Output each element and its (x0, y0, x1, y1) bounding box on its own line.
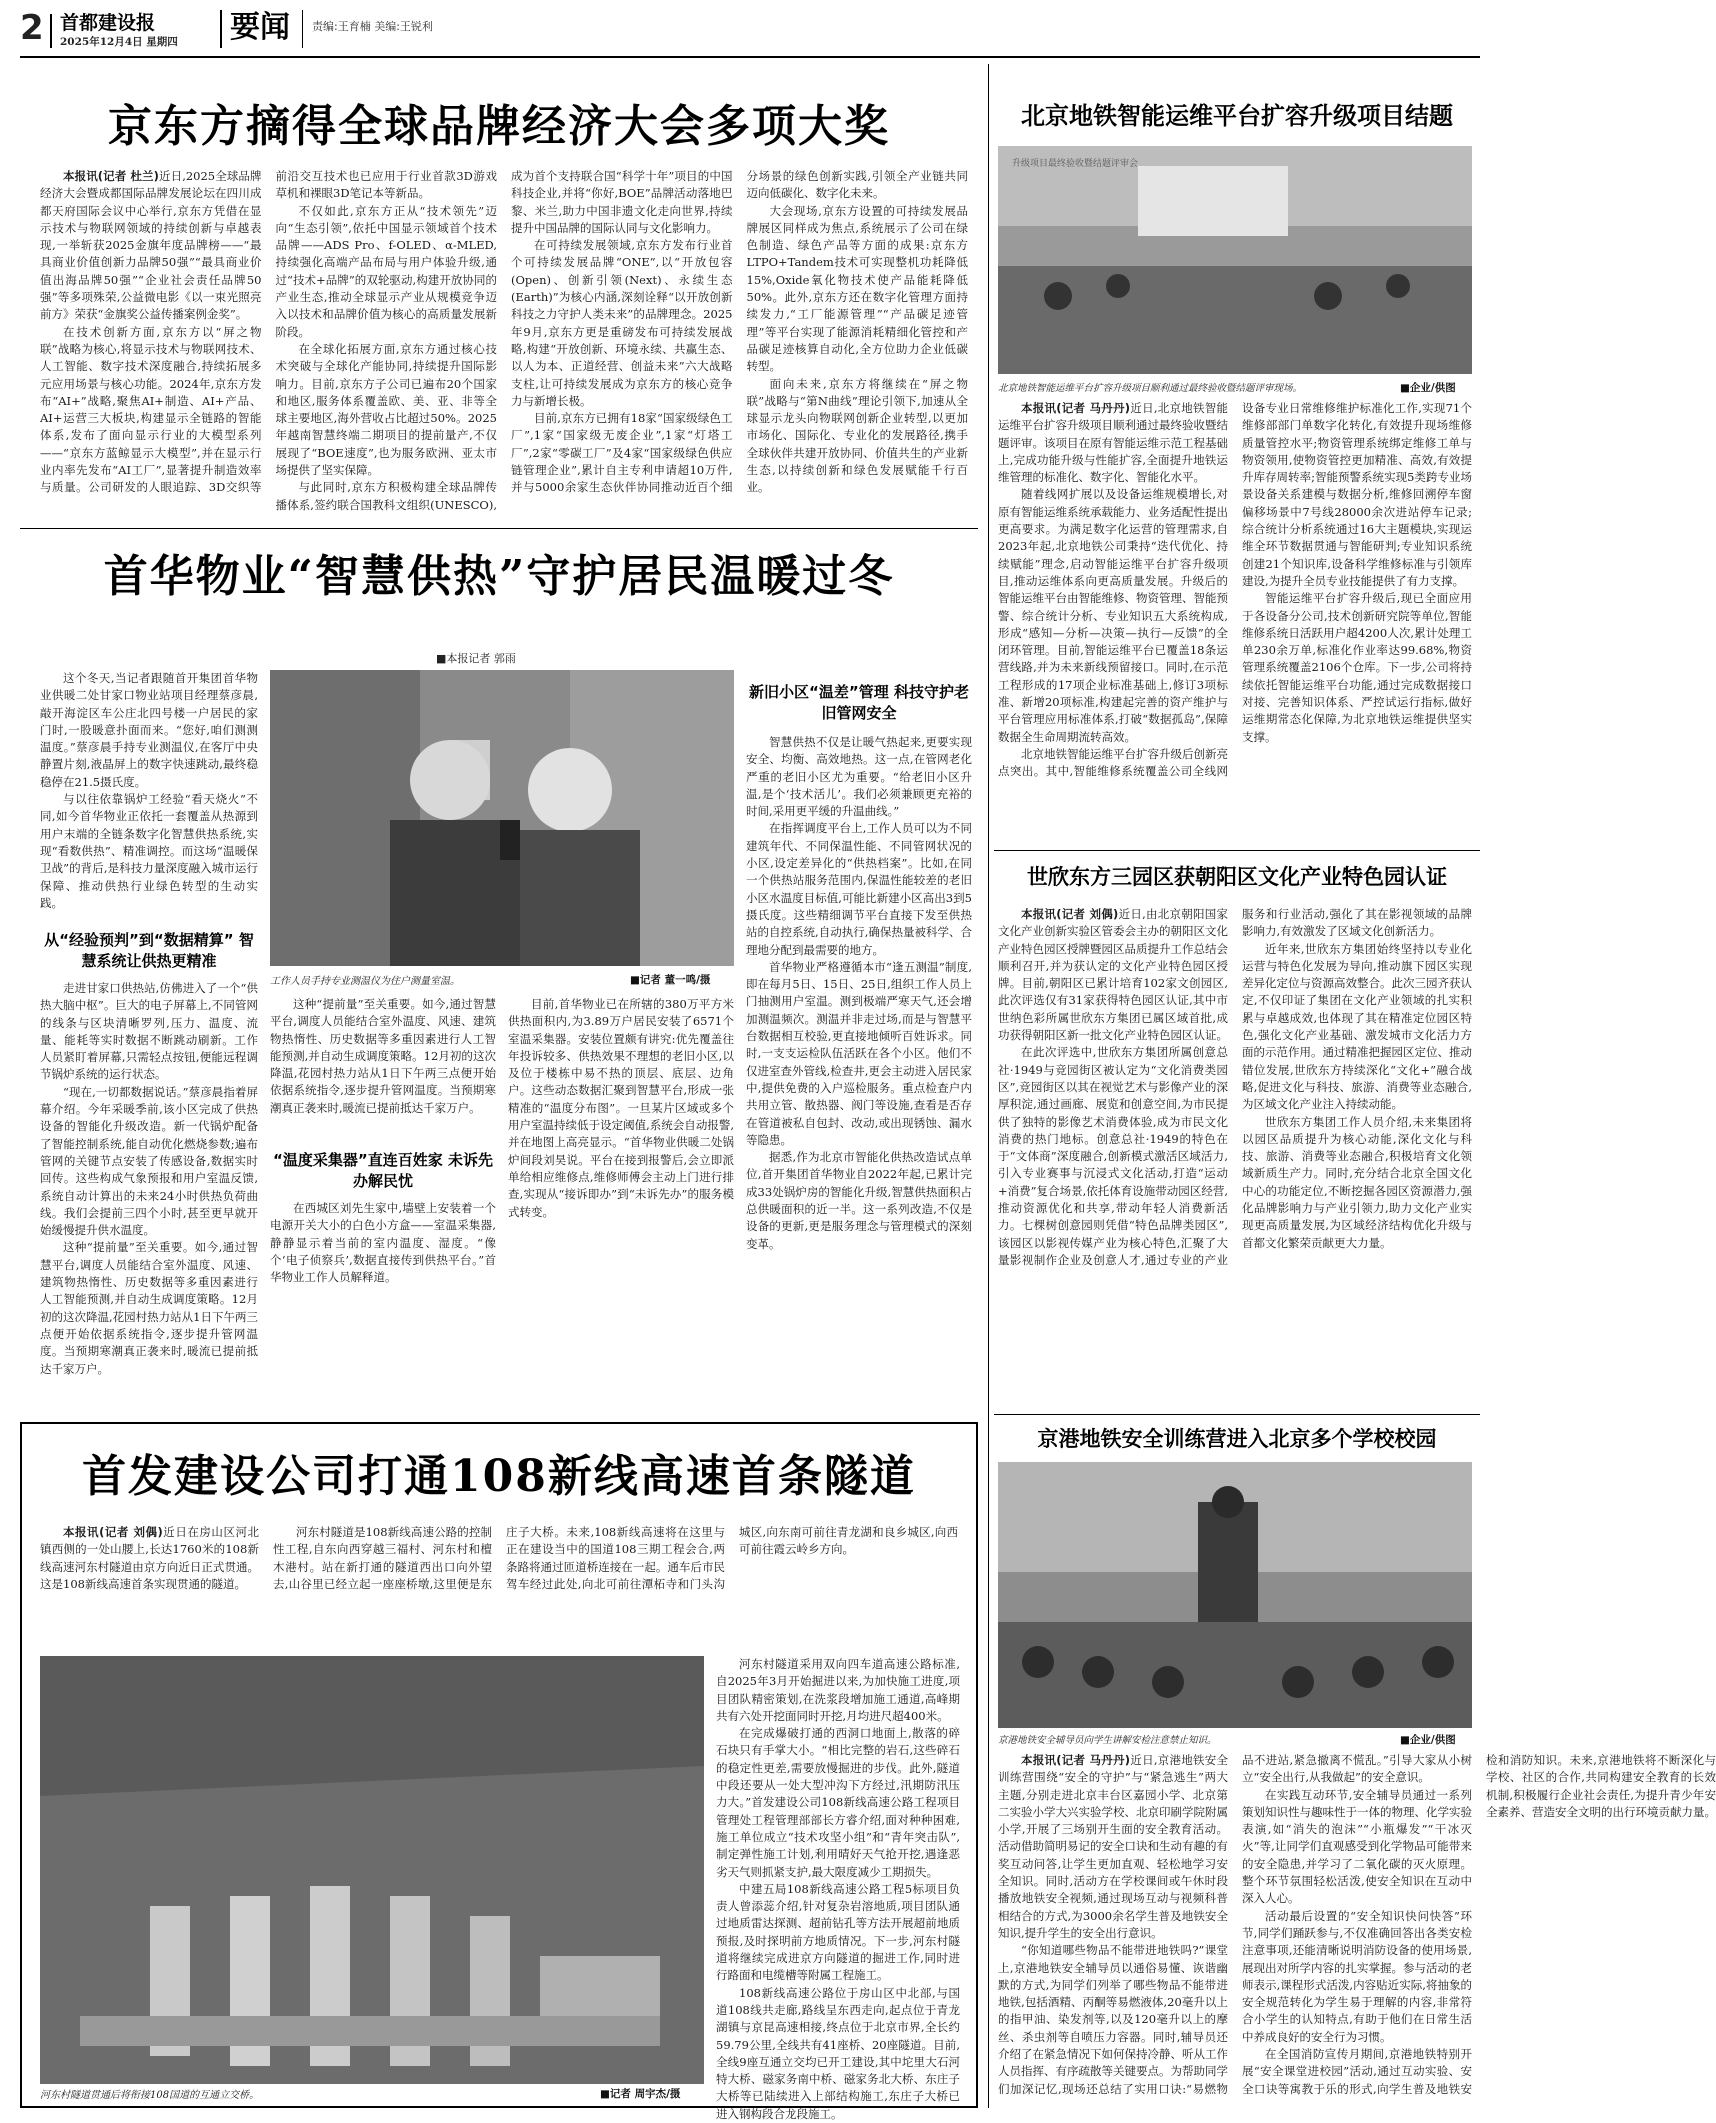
article-boe-lead-tag: 本报讯(记者 杜兰) (63, 169, 159, 183)
article-heating-byline: ■本报记者 郭雨 (436, 652, 516, 665)
section-rule (994, 850, 1480, 851)
article-heating-section-2b: 目前,首华物业已在所辖的380万平方米供热面积内,为3.89万户居民安装了6571个室温采集器。安装位置颇有讲究:优先覆盖往年投诉较多、供热效果不理想的老旧小区,以及位于楼栋中易不热的顶层、底层、边角户。这些动态数据汇聚到智慧平台,形成一张精准的“温度分布图”。一旦某片区域或多个用户室温持续低于设定阈值,系统会自动报警,并在地图上高亮显示。“首华物业供暖二处锅炉间段刘昊说。平台在接到报警后,会立即派单给相应维修点,维修师傅会主动上门进行排查,实现从“接诉即办”到“未诉先办”的服务模式转变。 (508, 997, 734, 1219)
page-number: 2 (20, 8, 44, 48)
article-metro-headline: 北京地铁智能运维平台扩容升级项目结题 (1021, 101, 1453, 130)
article-metro-screen-text: 升级项目最终验收暨结题评审会 (1012, 159, 1139, 169)
tunnel-construction-photo (40, 1656, 704, 2084)
masthead-rule (20, 56, 1480, 58)
conference-photo (998, 146, 1472, 374)
article-heating-subhead-1: 从“经验预判”到“数据精算” 智慧系统让供热更精准 (44, 931, 254, 970)
article-heating-section-2a: 这种“提前量”至关重要。如今,通过智慧平台,调度人员能结合室外温度、风速、建筑物热惰性、历史数据等多重因素进行人工智能预测,并自动生成调度策略。12月初的这次降温,花园村热力站从1日下午两三点便开始依据系统指令,逐步提升管网温度。当预期寒潮真正袭来时,暖流已提前抵达千家万户。 (270, 997, 496, 1115)
article-safety-photo-credit: ■企业/供图 (1400, 1734, 1456, 1746)
article-safety-lead-tag: 本报讯(记者 马丹丹) (1021, 1753, 1131, 1767)
article-boe-body: 本报讯(记者 杜兰)近日,2025全球品牌经济大会暨成都国际品牌发展论坛在四川成都天府国际会议中心举行,京东方凭借在显示技术与物联网领域的持续创新与卓越表现,一举斩获2025金旗年度品牌榜——“最具商业价值创新力品牌50强”“最具商业价值出海品牌50强”“企业社会责任品牌50强”等多项殊荣,公益微电影《以一束光照亮前方》荣获“金旗奖公益传播案例金奖”。 在技术创新方面,京东方以“屏之物联”战略为核心,将显示技术与物联网技术、人工智能、数字技术深度融合,持续拓展多元应用场景与核心功能。2024年,京东方发布“AI+”战略,聚焦AI+制造、AI+产品、AI+运营三大板块,构建显示全链路的智能体系,发布了面向显示行业的大模型系列——“京东方蓝鲸显示大模型”,并在显示行业内率先发布“AI工厂”,显著提升制造效率与质量。公司研发的人眼追踪、3D交织等前沿交互技术也已应用于行业首款3D游戏草机和裸眼3D笔记本等新品。 不仅如此,京东方正从“技术领先”迈向“生态引领”,依托中国显示领域首个技术品牌——ADS Pro、f-OLED、α-MLED,持续强化高端产品布局与用户体验升级,通过“技术+品牌”的双轮驱动,构建开放协同的产业生态,推动全球显示产业从规模竞争迈入以技术和品牌价值为核心的高质量发展新阶段。 在全球化拓展方面,京东方通过核心技术突破与全球化产能协同,持续提升国际影响力。目前,京东方子公司已遍布20个国家和地区,服务体系覆盖欧、美、亚、非等全球主要地区,海外营收占比超过50%。2025年越南智慧终端二期项目的提前量产,不仅展现了“BOE速度”,也为服务欧洲、亚太市场提供了坚实保障。 与此同时,京东方积极构建全球品牌传播体系,签约联合国教科文组织(UNESCO),成为首个支持联合国“科学十年”项目的中国科技企业,并将“你好,BOE”品牌活动落地巴黎、米兰,助力中国非遗文化走向世界,持续提升中国品牌的国际认同与文化影响力。 在可持续发展领域,京东方发布行业首个可持续发展品牌“ONE”,以“开放包容(Open)、创新引领(Next)、永续生态(Earth)”为核心内涵,深刻诠释“以开放创新科技之力守护人类未来”的品牌理念。2025年9月,京东方更是重磅发布可持续发展战略,构建“开放创新、环境永续、共赢生态、以人为本、正道经营、创益未来”六大战略支柱,让可持续发展成为京东方的核心竞争力与新增长极。 目前,京东方已拥有18家“国家级绿色工厂”,1家“国家级无废企业”,1家“灯塔工厂”,2家“零碳工厂”及4家“国家级绿色供应链管理企业”,累计自主专利申请超10万件,并与5000余家生态伙伴协同推动近百个细分场景的绿色创新实践,引领全产业链共同迈向低碳化、数字化未来。 大会现场,京东方设置的可持续发展品牌展区同样成为焦点,系统展示了公司在绿色制造、绿色产品等方面的成果:京东方LTPO+Tandem技术可实现整机功耗降低15%,Oxide氧化物技术使产品能耗降低50%。此外,京东方还在数字化管理方面持续发力,“工厂能源管理”“产品碳足迹管理”等平台实现了能源消耗精细化管控和产品碳足迹核算自动化,全方位助力企业低碳转型。 面向未来,京东方将继续在“屏之物联”战略与“第N曲线”理论引领下,加速从全球显示龙头向物联网创新企业转型,以更加市场化、国际化、专业化的发展路径,携手全球伙伴共建开放协同、价值共生的产业新生态,以持续创新和绿色发展赋能千行百业。 (40, 169, 968, 512)
article-heating-section-2: 在西城区刘先生家中,墙壁上安装着一个电源开关大小的白色小方盒——室温采集器,静静显示着当前的室内温度、湿度。“像个‘电子侦察兵’,数据直接传到供热平台。”首华物业工作人员解释道。 (270, 1201, 496, 1285)
section-rule (994, 1414, 1480, 1415)
article-tunnel-lead-tag: 本报讯(记者 刘偶) (63, 1525, 163, 1539)
column-divider (988, 64, 989, 2108)
article-heating-intro: 这个冬天,当记者跟随首开集团首华物业供暖二处甘家口物业站项目经理蔡彦晨,敲开海淀区车公庄北四号楼一户居民的家门时,一股暖意扑面而来。“您好,咱们测测温度。”蔡彦晨手持专业测温仪,在客厅中央静置片刻,液晶屏上的数字快速跳动,最终稳稳停在21.5摄氏度。 与以往依靠锅炉工经验“看天烧火”不同,如今首华物业正依托一套覆盖从热源到用户末端的全链条数字化智慧供热系统,实现“看数供热”、精准调控。而这场“温暖保卫战”的背后,是科技力量深度融入城市运行保障、推动供热行业绿色转型的生动实践。 (40, 671, 258, 910)
article-safety-photo (998, 1462, 1472, 1728)
section-rule (20, 528, 978, 529)
editors-credit: 责编:王育楠 美编:王锐利 (312, 20, 433, 33)
classroom-photo (998, 1462, 1472, 1728)
article-metro-photo-caption: 北京地铁智能运维平台扩容升级项目顺利通过最终验收暨结题评审现场。 (998, 383, 1303, 394)
article-safety-photo-caption: 京港地铁安全辅导员向学生讲解安检注意禁止知识。 (998, 1735, 1217, 1746)
article-safety-headline: 京港地铁安全训练营进入北京多个学校校园 (1037, 1426, 1437, 1451)
article-heating-photo (270, 670, 734, 966)
article-heating-photo-credit: ■记者 董一鸣/摄 (630, 974, 711, 986)
article-heating-section-1: 走进甘家口供热站,仿佛进入了一个“供热大脑中枢”。巨大的电子屏幕上,不同管网的线条与区块清晰罗列,压力、温度、流量、能耗等实时数据不断跳动刷新。工作人员紧盯着屏幕,只需轻点按钮,便能远程调节锅炉系统的运行状态。 “现在,一切都数据说话。”蔡彦晨指着屏幕介绍。今年采暖季前,该小区完成了供热设备的智能化升级改造。新一代锅炉配备了智能控制系统,能自动优化燃烧参数;遍布管网的关键节点安装了传感设备,数据实时回传。这些构成气象预报和用户室温反馈,系统自动计算出的未来24小时供热负荷曲线。我们会提前三四个小时,甚至更早就开始缓慢提升供水温度。 这种“提前量”至关重要。如今,通过智慧平台,调度人员能结合室外温度、风速、建筑物热惰性、历史数据等多重因素进行人工智能预测,并自动生成调度策略。12月初的这次降温,花园村热力站从1日下午两三点便开始依据系统指令,逐步提升管网温度。当预期寒潮真正袭来时,暖流已提前抵达千家万户。 (40, 981, 258, 1376)
article-culture-body: 本报讯(记者 刘偶)近日,由北京朝阳国家文化产业创新实验区管委会主办的朝阳区文化产业特色园区授牌暨园区品质提升工作总结会顺利召开,并为获认定的文化产业特色园区授牌。目前,朝阳区已累计培育102家文创园区,此次评选仅有31家获得特色园区认证,其中市世纳色彩所属世欣东方集团已属区域首批,成功获得朝阳区新一批文化产业特色园区认证。 在此次评选中,世欣东方集团所属创意总社·1949与竞园街区被认定为“文化消费类园区”,竞园街区以其在视觉艺术与影像产业的深厚积淀,通过画廊、展览和创意空间,为市民提供了独特的影像艺术消费体验,成为市民文化消费的热门地标。创意总社·1949的特色在于“文体商”深度融合,创新模式激活区域活力,引入专业赛事与沉浸式文化活动,打造“运动+消费”复合场景,依托体育设施带动园区经营,推动资源优化和共享,带动年轻人消费新活力。七棵树创意园则凭借“特色品牌类园区”,该园区以影视传媒产业为核心特色,汇聚了大量影视制作企业及创意人才,通过专业的产业服务和行业活动,强化了其在影视领域的品牌影响力,有效激发了区域文化创新活力。 近年来,世欣东方集团始终坚持以专业化运营与特色化发展为导向,推动旗下园区实现差异化定位与资源高效整合。此次三园齐获认定,不仅印证了集团在文化产业领域的扎实积累与卓越成效,也体现了其在精准定位园区特色,强化文化产业基础、激发城市文化活力方面的示范作用。通过精准把握园区定位、推动错位发展,世欣东方持续深化“文化+”融合战略,促进文化与科技、旅游、消费等业态融合,为区域文化产业注入持续动能。 世欣东方集团工作人员介绍,未来集团将以园区品质提升为核心动能,深化文化与科技、旅游、消费等业态融合,积极培育文化领域新质生产力。同时,充分结合北京全国文化中心的功能定位,不断挖掘各园区资源潜力,强化品牌影响力与产业引领力,助力文化产业实现更高质量发展,为区域经济结构优化升级与首都文化繁荣贡献更大力量。 (998, 907, 1472, 1267)
article-tunnel-headline: 首发建设公司打通108新线高速首条隧道 (82, 1451, 916, 1502)
article-metro-body: 本报讯(记者 马丹丹)近日,北京地铁智能运维平台扩容升级项目顺利通过最终验收暨结题评审。该项目在原有智能运维示范工程基础上,完成功能升级与性能扩容,全面提升地铁运维管理的标准化、数字化、智能化水平。 随着线网扩展以及设备运维规模增长,对原有智能运维系统承载能力、业务适配性提出更高要求。为满足数字化运营的管理需求,自2023年起,北京地铁公司秉持“迭代优化、持续赋能”理念,启动智能运维平台扩容升级项目,推动运维体系向更高质量发展。升级后的智能运维平台由智能维修、物资管理、智能预警、综合统计分析、专业知识五大系统构成,形成“感知—分析—决策—执行—反馈”的全闭环管理。目前,智能运维平台已覆盖18条运营线路,并为未来新线预留接口。同时,在示范工程形成的17项企业标准基础上,修订3项标准、新增20项标准,构建起完善的资产维护与平台管理应用标准体系,打破“数据孤岛”,保障数据全生命周期流转高效。 北京地铁智能运维平台扩容升级后创新亮点突出。其中,智能维修系统覆盖公司全线网设备专业日常维修维护标准化工作,实现71个维修部部门单数字化转化,有效提升现场维修质量管控水平;物资管理系统绑定维修工单与物资领用,使物资管控更加精准、高效,有效提升库存周转率;智能预警系统实现5类跨专业场景设备关系建模与数据分析,维修回溯停车窗偏移场景中7号线28000余次进站停车记录;综合统计分析系统通过16大主题模块,实现运维全环节数据贯通与智能研判;专业知识系统创建21个知识库,设备科学维修标准与引领库建设,为提升全员专业技能提供了有力支撑。 智能运维平台扩容升级后,现已全面应用于各设备分公司,技术创新研究院等单位,智能维修系统日活跃用户超4200人次,累计处理工单230余万单,标准化作业率达99.68%,物资管理系统覆盖2106个仓库。下一步,公司将持续依托智能运维平台功能,通过完成数据接口对接、完善知识体系、严控试运行指标,做好运维期常态化保障,为北京地铁运维提供坚实支撑。 (998, 401, 1472, 779)
article-tunnel-photo (40, 1656, 704, 2084)
paper-name: 首都建设报 (60, 12, 156, 34)
article-safety-body: 本报讯(记者 马丹丹)近日,京港地铁安全训练营围绕“安全的守护”与“紧急逃生”两大主题,分别走进北京丰台区嘉园小学、北京第二实验小学大兴实验学校、北京印刷学院附属小学,开展了三场别开生面的安全教育活动。活动借助简明易记的安全口诀和生动有趣的有奖互动问答,让学生更加直观、轻松地学习安全知识。同时,活动方在学校课间或午休时段播放地铁安全视频,通过现场互动与视频科普相结合的方式,为3000余名学生普及地铁安全知识,提升学生的安全出行意识。 “你知道哪些物品不能带进地铁吗?”课堂上,京港地铁安全辅导员以通俗易懂、诙谐幽默的方式,为同学们列举了哪些物品不能带进地铁,包括酒精、丙酮等易燃液体,20毫升以上的指甲油、染发剂等,以及120毫升以上的摩丝、杀虫剂等自喷压力容器。同时,辅导员还介绍了在紧急情况下如何保持冷静、听从工作人员指挥、有序疏散等关键要点。为帮助同学们加深记忆,现场还总结了实用口诀:“易燃物品不进站,紧急撤离不慌乱。”引导大家从小树立“安全出行,从我做起”的安全意识。 在实践互动环节,安全辅导员通过一系列策划知识性与趣味性于一体的物理、化学实验表演,如“消失的泡沫”“小瓶爆发”“干冰灭火”等,让同学们直观感受到化学物品可能带来的安全隐患,并学习了二氧化碳的灭火原理。整个环节氛围轻松活泼,使安全知识在互动中深入人心。 活动最后设置的“安全知识快问快答”环节,同学们踊跃参与,不仅准确回答出各类安检注意事项,还能清晰说明消防设备的使用场景,展现出对所学内容的扎实掌握。参与活动的老师表示,课程形式活泼,内容贴近实际,将抽象的安全规范转化为学生易于理解的内容,非常符合小学生的认知特点,有助于他们在日常生活中养成良好的安全行为习惯。 在全国消防宣传月期间,京港地铁特别开展“安全课堂进校园”活动,通过互动实验、安全口诀等寓教于乐的形式,向学生普及地铁安检和消防知识。未来,京港地铁将不断深化与学校、社区的合作,共同构建安全教育的长效机制,积极履行企业社会责任,为提升青少年安全素养、营造安全文明的出行环境贡献力量。 (998, 1753, 1716, 2096)
article-culture-lead-tag: 本报讯(记者 刘偶) (1021, 907, 1119, 921)
article-heating-section-3: 智慧供热不仅是让暖气热起来,更要实现安全、均衡、高效地热。这一点,在管网老化严重的老旧小区尤为重要。“给老旧小区升温,是个‘技术活儿’。我们必须兼顾更充裕的时间,采用更平缓的升温曲线。” 在指挥调度平台上,工作人员可以为不同建筑年代、不同保温性能、不同管网状况的小区,设定差异化的“供热档案”。比如,在同一个供热站服务范围内,保温性能较差的老旧小区水温度目标值,可能比新建小区高出3到5摄氏度。这些精细调节平台直接下发至供热站的自控系统,自动执行,确保热量被科学、合理地分配到最需要的地方。 首华物业严格遵循本市“逢五测温”制度,即在每月5日、15日、25日,组织工作人员上门抽测用户室温。测到极端严寒天气,还会增加测温频次。测温并非走过场,而是与智慧平台数据相互校验,更直接地倾听百姓诉求。同时,一支支运检队伍活跃在各个小区。他们不仅进室查外管线,检查井,更会主动进入居民家中,提供免费的入户巡检服务。重点检查户内共用立管、散热器、阀门等设施,查看是否存在管道被私自包封、改动,或出现锈蚀、漏水等隐患。 据悉,作为北京市智能化供热改造试点单位,首开集团首华物业自2022年起,已累计完成33处锅炉房的智能化升级,智慧供热面积占总供暖面积的近一半。这一系列改造,不仅是设备的更新,更是服务理念与管理模式的深刻变革。 (746, 735, 972, 1251)
article-metro-photo-credit: ■企业/供图 (1400, 382, 1456, 394)
issue-date: 2025年12月4日 星期四 (60, 36, 178, 48)
article-tunnel-photo-caption: 河东村隧道贯通后将衔接108国道的互通立交桥。 (40, 2090, 260, 2101)
masthead-divider (220, 10, 222, 48)
article-culture-headline: 世欣东方三园区获朝阳区文化产业特色园认证 (1027, 864, 1447, 889)
section-title: 要闻 (230, 10, 290, 45)
masthead-divider (50, 14, 52, 48)
article-metro-lead-tag: 本报讯(记者 马丹丹) (1021, 401, 1131, 415)
article-tunnel-body-top: 本报讯(记者 刘偶)近日在房山区河北镇西侧的一处山腰上,长达1760米的108新线高速河东村隧道由京方向近日正式贯通。这是108新线高速首条实现贯通的隧道。 河东村隧道是108新线高速公路的控制性工程,自东向西穿越三福村、河东村和檀木港村。站在新打通的隧道西出口向外望去,山谷里已经立起一座座桥墩,这里便是东庄子大桥。未来,108新线高速将在这里与正在建设当中的国道108三期工程会合,两条路将通过匝道桥连接在一起。通车后市民驾车经过此处,向北可前往潭柘寺和门头沟城区,向东南可前往青龙湖和良乡城区,向西可前往霞云岭乡方向。 (40, 1525, 958, 1591)
article-boe-headline: 京东方摘得全球品牌经济大会多项大奖 (108, 101, 890, 152)
masthead-divider (302, 10, 303, 48)
article-heating-subhead-3: 新旧小区“温差”管理 科技守护老旧管网安全 (749, 683, 969, 722)
article-tunnel-photo-credit: ■记者 周宇杰/摄 (600, 2088, 681, 2100)
article-heating-subhead-2: “温度采集器”直连百姓家 未诉先办解民忧 (273, 1151, 493, 1190)
masthead (20, 6, 1480, 54)
article-heating-headline: 首华物业“智慧供热”守护居民温暖过冬 (103, 551, 895, 602)
article-heating-photo-caption: 工作人员手持专业测温仪为住户测量室温。 (270, 976, 460, 987)
article-metro-photo (998, 146, 1472, 374)
two-men-photo (270, 670, 734, 966)
article-tunnel-body-right: 河东村隧道采用双向四车道高速公路标准,自2025年3月开始掘进以来,为加快施工进度,项目团队精密策划,在洗浆段增加施工通道,高峰期共有六处开挖面同时开挖,月均进尺超400米。 在完成爆破打通的西洞口地面上,散落的碎石块只有手掌大小。“相比完整的岩石,这些碎石的稳定性更差,需要放慢掘进的步伐。此外,隧道中段还要从一处大型冲沟下方经过,汛期防汛压力大。”首发建设公司108新线高速公路工程项目管理处工程管理部部长方睿介绍,面对种种困难,施工单位成立“技术攻坚小组”和“青年突击队”,制定弹性施工计划,利用晴好天气抢开挖,遇逢恶劣天气则抓紧支护,最大限度减少工期损失。 中建五局108新线高速公路工程5标项目负责人曾添蕊介绍,针对复杂岩溶地质,项目团队通过地质雷达探测、超前钻孔等方法开展超前地质预报,及时探明前方地质情况。下一步,河东村隧道将继续完成进京方向隧道的掘进工作,同时进行路面和电缆槽等附属工程施工。 108新线高速公路位于房山区中北部,与国道108线共走廊,路线呈东西走向,起点位于青龙湖镇与京昆高速相接,终点位于北京市界,全长约59.79公里,全线共有41座桥、20座隧道。目前,全线9座互通立交均已开工建设,其中坨里大石河特大桥、磁家务南中桥、磁家务北大桥、东庄子大桥等已陆续进入上部结构施工,东庄子大桥已进入钢构段合龙段施工。 (716, 1657, 960, 2121)
